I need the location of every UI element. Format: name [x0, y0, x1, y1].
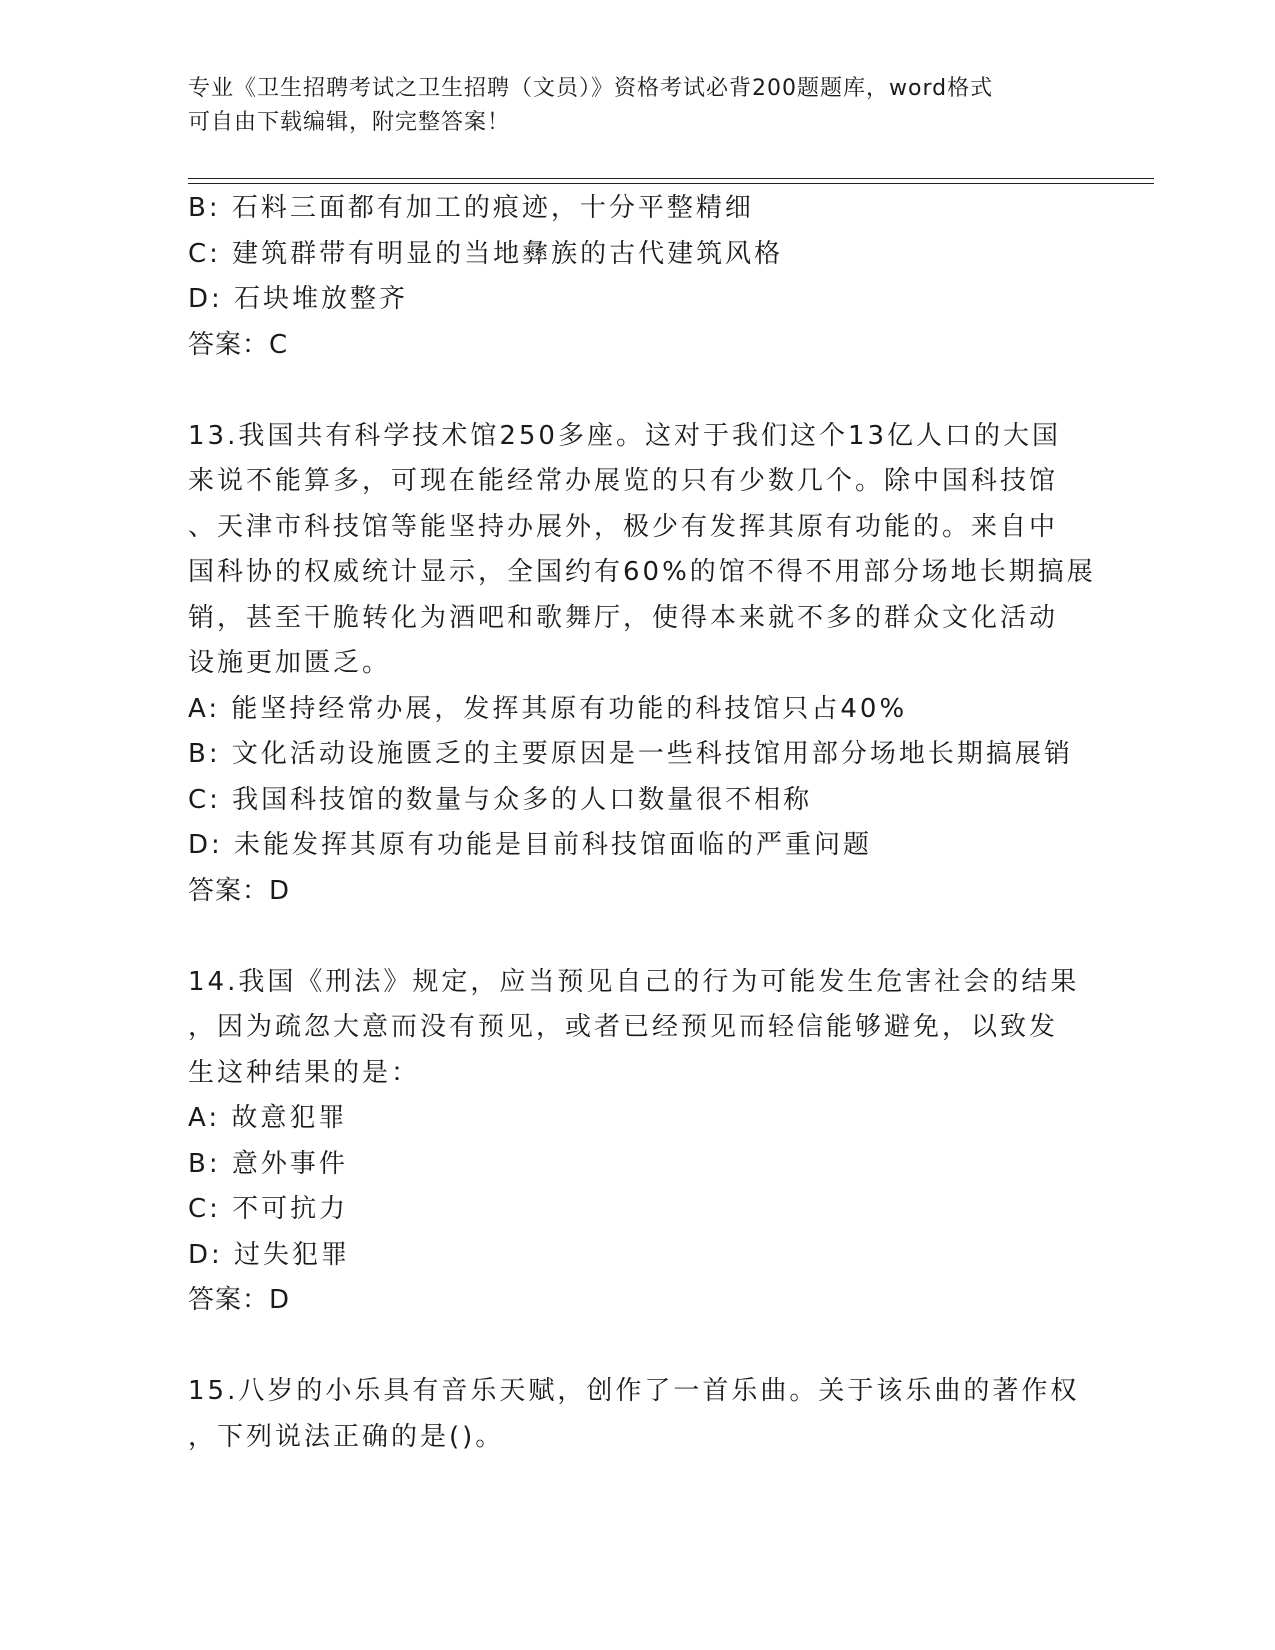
question-stem-line: 设施更加匮乏。	[188, 648, 392, 678]
question-stem-line: 来说不能算多，可现在能经常办展览的只有少数几个。除中国科技馆	[188, 466, 1059, 496]
document-header	[188, 72, 1088, 140]
question-stem-line: 、天津市科技馆等能坚持办展外，极少有发挥其原有功能的。来自中	[188, 511, 1059, 542]
question-13	[188, 414, 1096, 915]
question-stem-line: ，下列说法正确的是()。	[188, 1421, 505, 1452]
option-d: D: 未能发挥其原有功能是目前科技馆面临的严重问题	[188, 830, 873, 860]
spacer	[188, 1324, 1088, 1370]
option-a: A: 故意犯罪	[188, 1103, 348, 1133]
spacer	[188, 368, 1088, 414]
header-divider	[188, 178, 1154, 184]
option-c: C: 建筑群带有明显的当地彝族的古代建筑风格	[188, 238, 784, 269]
option-b: B: 意外事件	[188, 1148, 348, 1179]
answer-line: 答案：C	[188, 329, 289, 360]
spacer	[188, 914, 1088, 960]
question-stem-line: 生这种结果的是：	[188, 1057, 421, 1088]
option-b: B: 石料三面都有加工的痕迹，十分平整精细	[188, 193, 754, 223]
option-c: C: 我国科技馆的数量与众多的人口数量很不相称	[188, 784, 813, 815]
option-b: B: 文化活动设施匮乏的主要原因是一些科技馆用部分场地长期搞展销	[188, 739, 1073, 769]
question-stem-line: 销，甚至干脆转化为酒吧和歌舞厅，使得本来就不多的群众文化活动	[188, 602, 1059, 633]
question-12-tail	[188, 186, 1088, 368]
question-stem-line: 国科协的权威统计显示，全国约有60%的馆不得不用部分场地长期搞展	[188, 557, 1096, 587]
question-14	[188, 960, 1088, 1324]
question-stem-line: ，因为疏忽大意而没有预见，或者已经预见而轻信能够避免，以致发	[188, 1012, 1059, 1042]
answer-line: 答案：D	[188, 875, 291, 906]
option-c: C: 不可抗力	[188, 1194, 349, 1224]
answer-line: 答案：D	[188, 1285, 291, 1315]
question-stem-line: 14.我国《刑法》规定，应当预见自己的行为可能发生危害社会的结果	[188, 966, 1080, 997]
document-body	[188, 186, 1096, 1460]
header-line-1: 专业《卫生招聘考试之卫生招聘（文员）》资格考试必背200题题库，word格式	[188, 76, 994, 101]
option-a: A: 能坚持经常办展，发挥其原有功能的科技馆只占40%	[188, 693, 908, 724]
question-stem-line: 13.我国共有科学技术馆250多座。这对于我们这个13亿人口的大国	[188, 420, 1062, 451]
question-stem-line: 15.八岁的小乐具有音乐天赋，创作了一首乐曲。关于该乐曲的著作权	[188, 1376, 1080, 1406]
header-line-2: 可自由下载编辑，附完整答案！	[188, 110, 511, 135]
question-15	[188, 1369, 1088, 1460]
option-d: D: 过失犯罪	[188, 1239, 351, 1270]
option-d: D: 石块堆放整齐	[188, 284, 409, 314]
